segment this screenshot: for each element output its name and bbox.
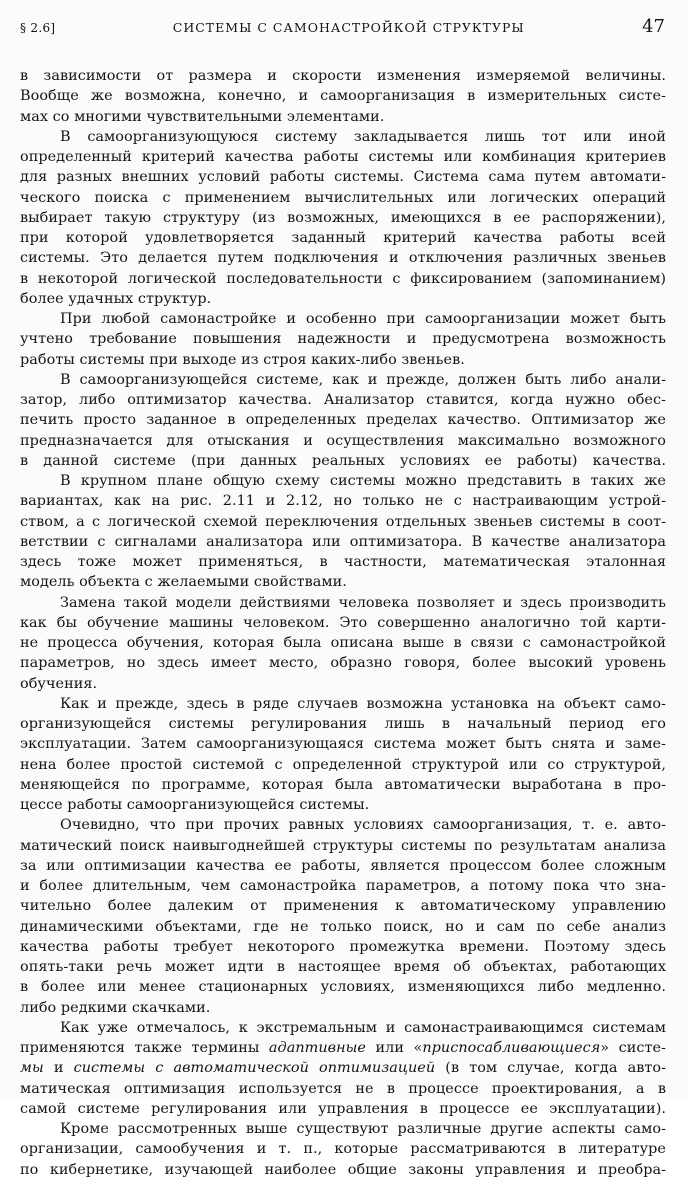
text-line: системы. Это делается путем подключения и отключения различных звеньев: [20, 250, 666, 267]
text-line: ветствии с сигналами анализатора или оптимизатора. В качестве анализатора: [20, 533, 666, 550]
running-header: [20, 16, 665, 42]
text-line: матический поиск наивыгоднейшей структуры системы по результатам анализа: [20, 837, 666, 854]
text-line: работы системы при выходе из строя каких-либо звеньев.: [20, 351, 465, 368]
text-line: по кибернетике, изучающей наиболее общие законы управления и преобра-: [20, 1161, 666, 1178]
text-line: чительно более далеким от применения к автоматическому управлению: [20, 898, 666, 915]
text-line: вариантах, как на рис. 2.11 и 2.12, но только не с настраивающим устрой-: [20, 493, 666, 510]
text-line: Очевидно, что при прочих равных условиях самоорганизация, т. е. авто-: [60, 817, 666, 834]
text-line: организации, самообучения и т. п., которые рассматриваются в литературе: [20, 1141, 666, 1158]
text-line: Замена такой модели действиями человека позволяет и здесь производить: [60, 594, 666, 611]
text-line: в зависимости от размера и скорости изменения измеряемой величины.: [20, 68, 666, 84]
text-line: здесь тоже может применяться, в частности, математическая эталонная: [20, 554, 666, 570]
text-line: динамическими объектами, где не только поиск, но и сам по себе анализ: [20, 918, 666, 935]
text-line: ческого поиска с применением вычислительных или логических операций: [20, 189, 666, 206]
text-line: цессе работы самоорганизующейся системы.: [20, 797, 370, 813]
text-line: В самоорганизующейся системе, как и прежде, должен быть либо анали-: [60, 371, 666, 388]
text-line: В крупном плане общую схему системы можно представить в таких же: [60, 473, 666, 489]
text-line: обучения.: [20, 675, 98, 692]
text-line: В самоорганизующуюся систему закладывается лишь тот или иной: [60, 128, 666, 145]
page-body: [20, 66, 666, 1180]
text-line: определенный критерий качества работы системы или комбинация критериев: [20, 149, 666, 165]
text-line: более удачных структур.: [20, 290, 212, 307]
text-line: в данной системе (при данных реальных условиях ее работы) качества.: [20, 452, 666, 469]
text-line: параметров, но здесь имеет место, образно говоря, более высокий уровень: [20, 655, 666, 672]
italic-term: адаптивные: [268, 1040, 366, 1056]
text-line: Как и прежде, здесь в ряде случаев возможна установка на объект само-: [60, 695, 666, 712]
text-line: Кроме рассмотренных выше существуют различные другие аспекты само-: [60, 1121, 666, 1137]
text-line: Вообще же возможна, конечно, и самоорганизация в измерительных систе-: [20, 88, 666, 105]
text-line: При любой самонастройке и особенно при самоорганизации может быть: [60, 311, 666, 327]
text-line: в более или менее стационарных условиях, изменяющихся либо медленно.: [20, 979, 666, 996]
text-line: учтено требование повышения надежности и предусмотрена возможность: [20, 331, 666, 348]
text-line: печить просто заданное в определенных пределах качество. Оптимизатор же: [20, 412, 666, 429]
text-line: ством, а с логической схемой переключения отдельных звеньев системы в соот-: [20, 513, 666, 530]
text-line: нена более простой системой с определенной структурой или со структурой,: [20, 756, 666, 773]
italic-term: системы с автоматической оптимизацией: [73, 1060, 436, 1077]
italic-term: приспосабливающиеся: [422, 1040, 601, 1056]
text-line: самой системе регулирования или управления в процессе ее эксплуатации).: [20, 1100, 666, 1117]
text-line: при которой удовлетворяется заданный критерий качества работы всей: [20, 230, 666, 246]
text-line: матическая оптимизация используется не в процессе проектирования, а в: [20, 1080, 666, 1097]
text-line: опять-таки речь может идти в настоящее время об объектах, работающих: [20, 959, 666, 975]
italic-term: мы: [20, 1060, 44, 1077]
text-line: мы и системы с автоматической оптимизацией (в том случае, когда авто-: [20, 1060, 666, 1077]
text-line: для разных внешних условий работы системы. Система сама путем автомати-: [20, 169, 666, 186]
text-line: и более длительным, чем самонастройка параметров, а потому пока что зна-: [20, 878, 666, 894]
text-line: в некоторой логической последовательности с фиксированием (запоминанием): [20, 270, 666, 287]
text-line: не процесса обучения, которая была описана выше в связи с самонастройкой: [20, 635, 666, 651]
text-line: за или оптимизации качества ее работы, является процессом более сложным: [20, 857, 666, 874]
page-number: 47: [642, 16, 665, 37]
text-line: выбирает такую структуру (из возможных, имеющихся в ее распоряжении),: [20, 209, 666, 226]
text-line: организующейся системы регулирования лишь в начальный период его: [20, 716, 666, 732]
text-line: Как уже отмечалось, к экстремальным и самонастраивающимся системам: [60, 1019, 666, 1036]
text-line: либо редкими скачками.: [20, 999, 211, 1016]
text-line: эксплуатации. Затем самоорганизующаяся система может быть снята и заме-: [20, 736, 666, 753]
text-line: модель объекта с желаемыми свойствами.: [20, 574, 347, 591]
section-reference: § 2.6]: [20, 21, 56, 35]
text-line: качества работы требует некоторого промежутка времени. Поэтому здесь: [20, 938, 666, 955]
text-line: мах со многими чувствительными элементами.: [20, 108, 385, 125]
text-line: предназначается для отыскания и осуществления максимально возможного: [20, 432, 666, 449]
running-title: СИСТЕМЫ С САМОНАСТРОЙКОЙ СТРУКТУРЫ: [172, 20, 525, 35]
text-line: затор, либо оптимизатор качества. Анализатор ставится, когда нужно обес-: [20, 392, 666, 408]
text-line: меняющейся по программе, которая была автоматически выработана в про-: [20, 776, 666, 793]
text-line: применяются также термины адаптивные или «приспосабливающиеся» систе-: [20, 1040, 666, 1056]
text-line: как бы обучение машины человеком. Это совершенно аналогично той карти-: [20, 614, 666, 631]
